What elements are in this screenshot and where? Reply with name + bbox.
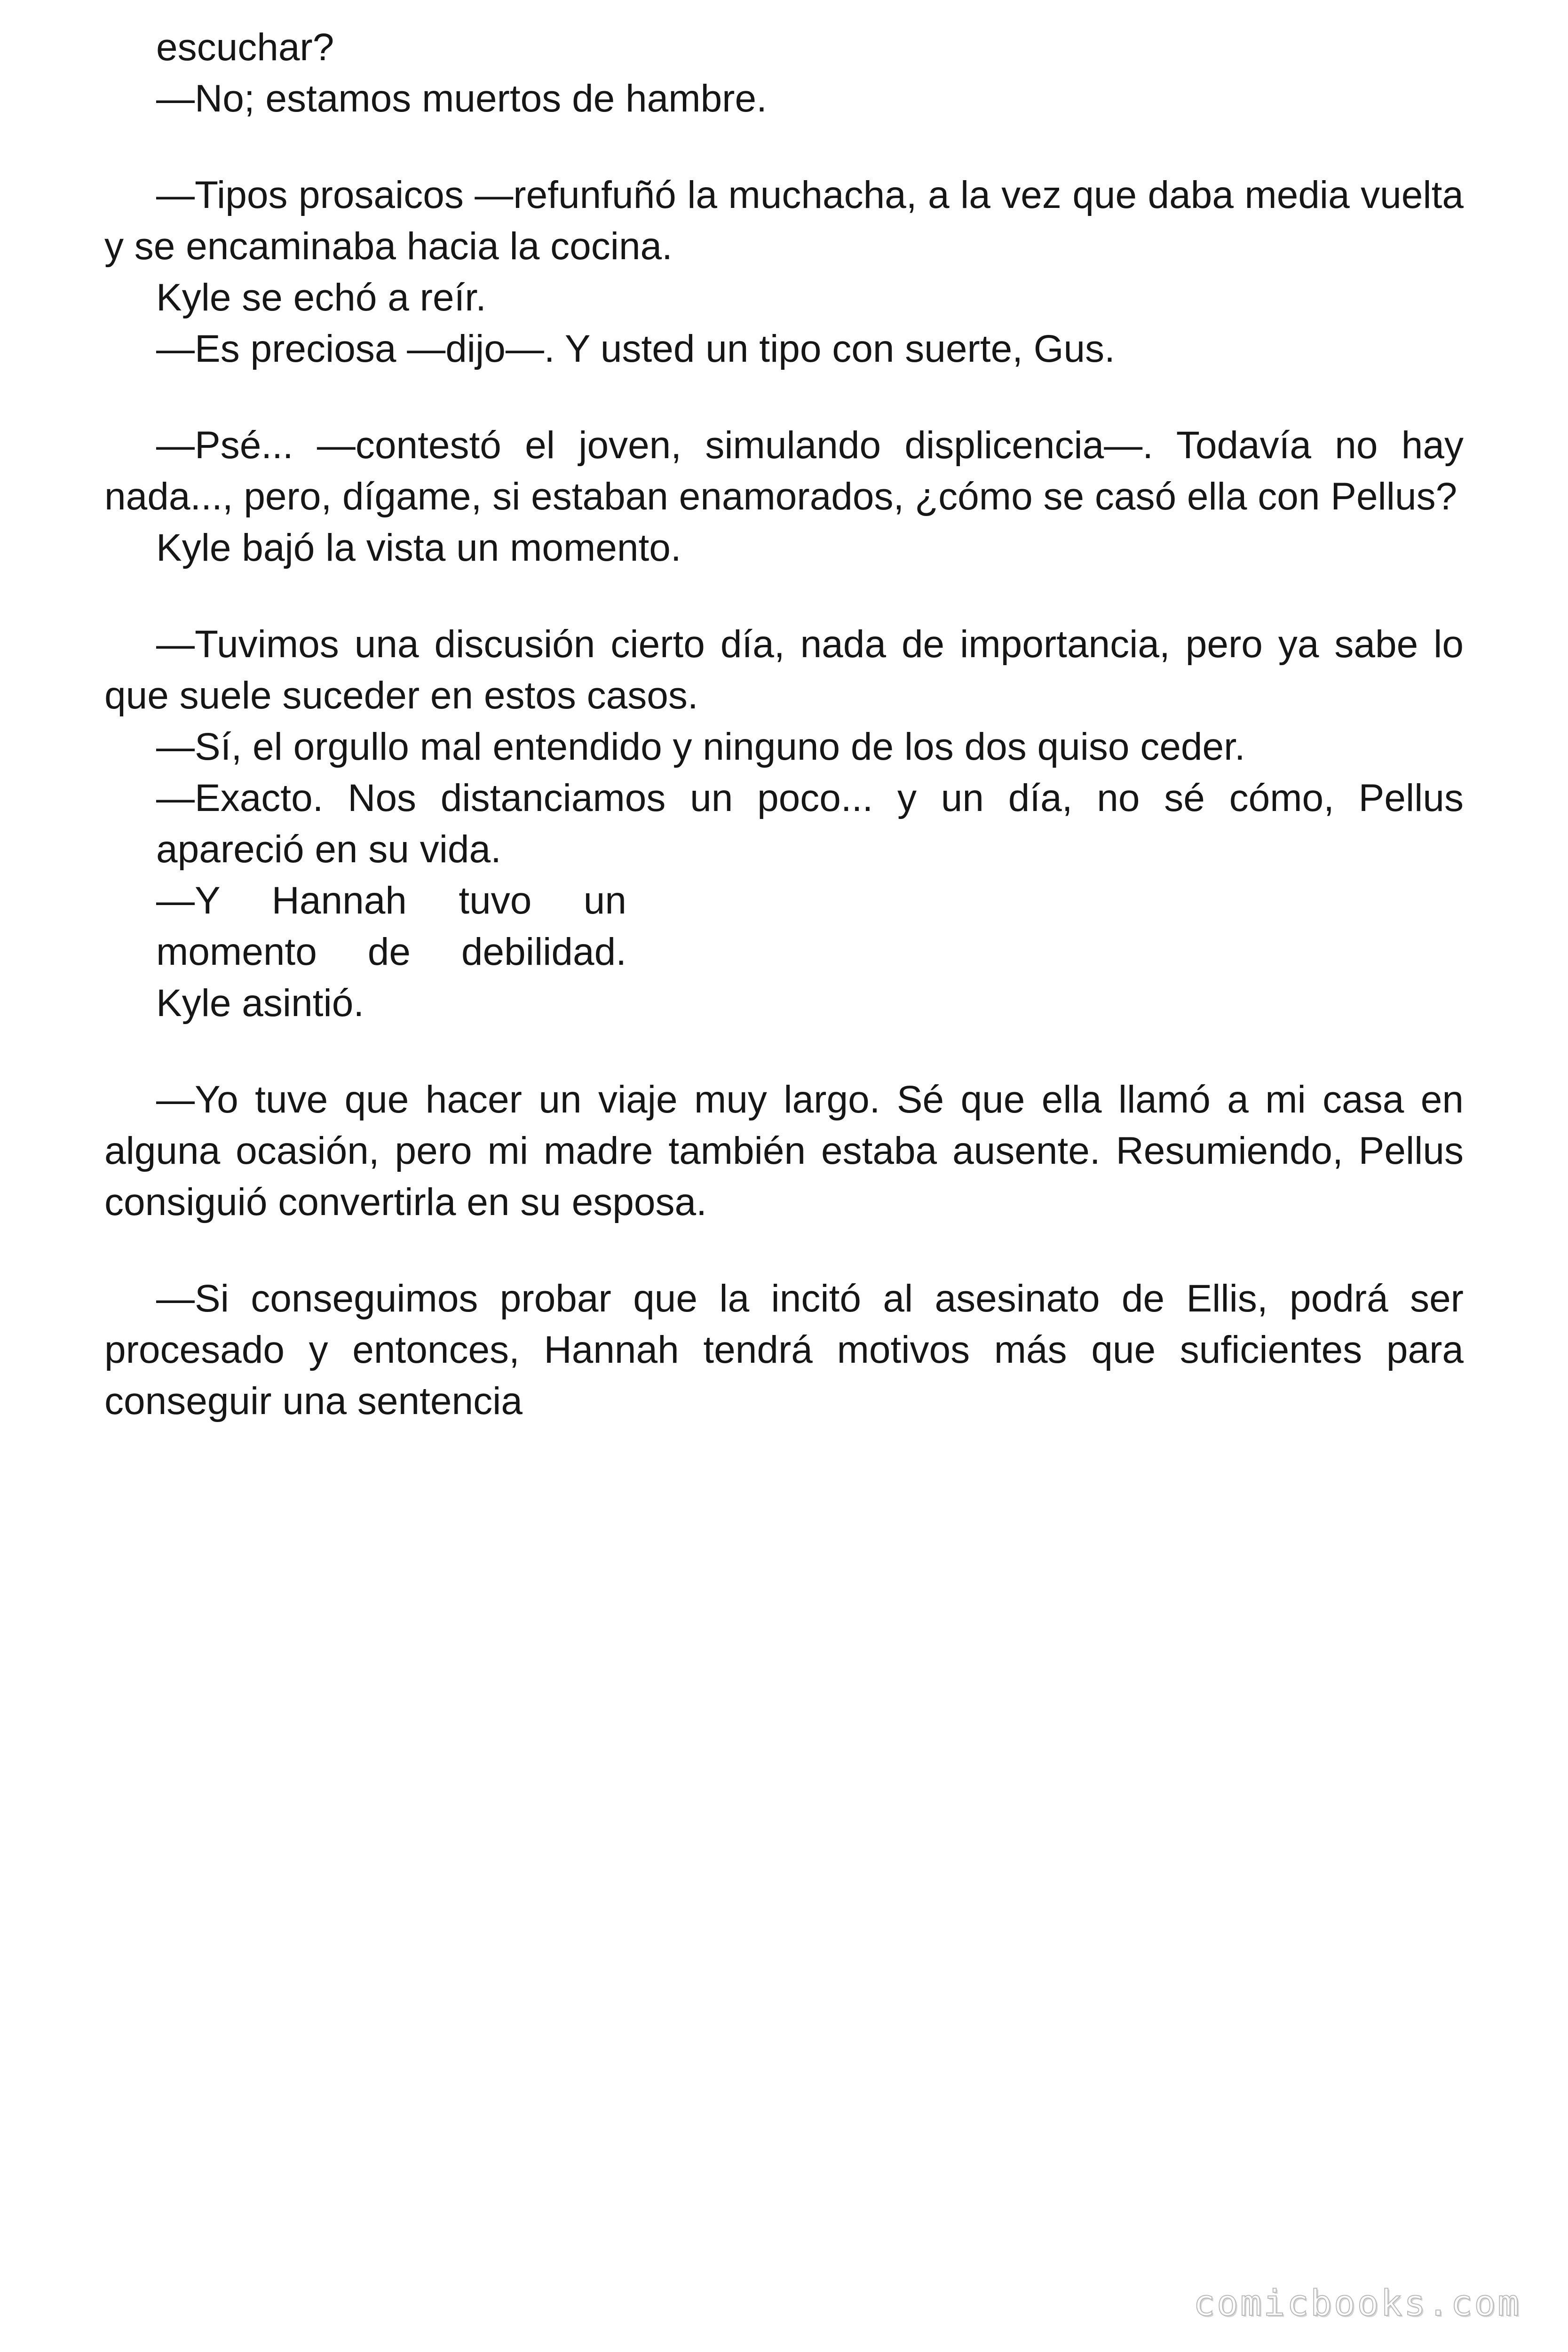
paragraph: —Tuvimos una discusión cierto día, nada de importancia, pero ya sabe lo que suele suceder en estos casos. bbox=[104, 623, 1464, 717]
paragraph: Kyle asintió. bbox=[156, 982, 364, 1025]
paragraph: —Yo tuve que hacer un viaje muy largo. Sé que ella llamó a mi casa en alguna ocasión, pero mi madre también estaba ausente. Resumiendo, Pellus consiguió convertirla en su esposa. bbox=[104, 1078, 1464, 1224]
paragraph: —No; estamos muertos de hambre. bbox=[156, 77, 767, 120]
paragraph: Kyle se echó a reír. bbox=[156, 276, 486, 319]
paragraph: escuchar? bbox=[156, 26, 334, 69]
paragraph: —Psé... —contestó el joven, simulando displicencia—. Todavía no hay nada..., pero, dígame, si estaban enamorados, ¿cómo se casó ella con Pellus? bbox=[104, 424, 1464, 518]
paragraph: —Tipos prosaicos —refunfuñó la muchacha, a la vez que daba media vuelta y se encaminaba hacia la cocina. bbox=[104, 174, 1464, 268]
paragraph: Kyle bajó la vista un momento. bbox=[156, 526, 681, 569]
paragraph: —Exacto. Nos distanciamos un poco... y un día, no sé cómo, Pellus apareció en su vida. bbox=[156, 777, 1464, 871]
watermark-logo: comicbooks.com bbox=[1193, 2282, 1521, 2324]
paragraph: —Sí, el orgullo mal entendido y ninguno de los dos quiso ceder. bbox=[156, 725, 1245, 768]
paragraph: —Es preciosa —dijo—. Y usted un tipo con suerte, Gus. bbox=[156, 327, 1115, 370]
paragraph: —Si conseguimos probar que la incitó al asesinato de Ellis, podrá ser procesado y entonces, Hannah tendrá motivos más que suficientes para conseguir una sentencia bbox=[104, 1277, 1464, 1422]
body-text bbox=[104, 22, 1464, 1427]
paragraph: —Y Hannah tuvo un momento de debilidad. bbox=[156, 879, 626, 973]
